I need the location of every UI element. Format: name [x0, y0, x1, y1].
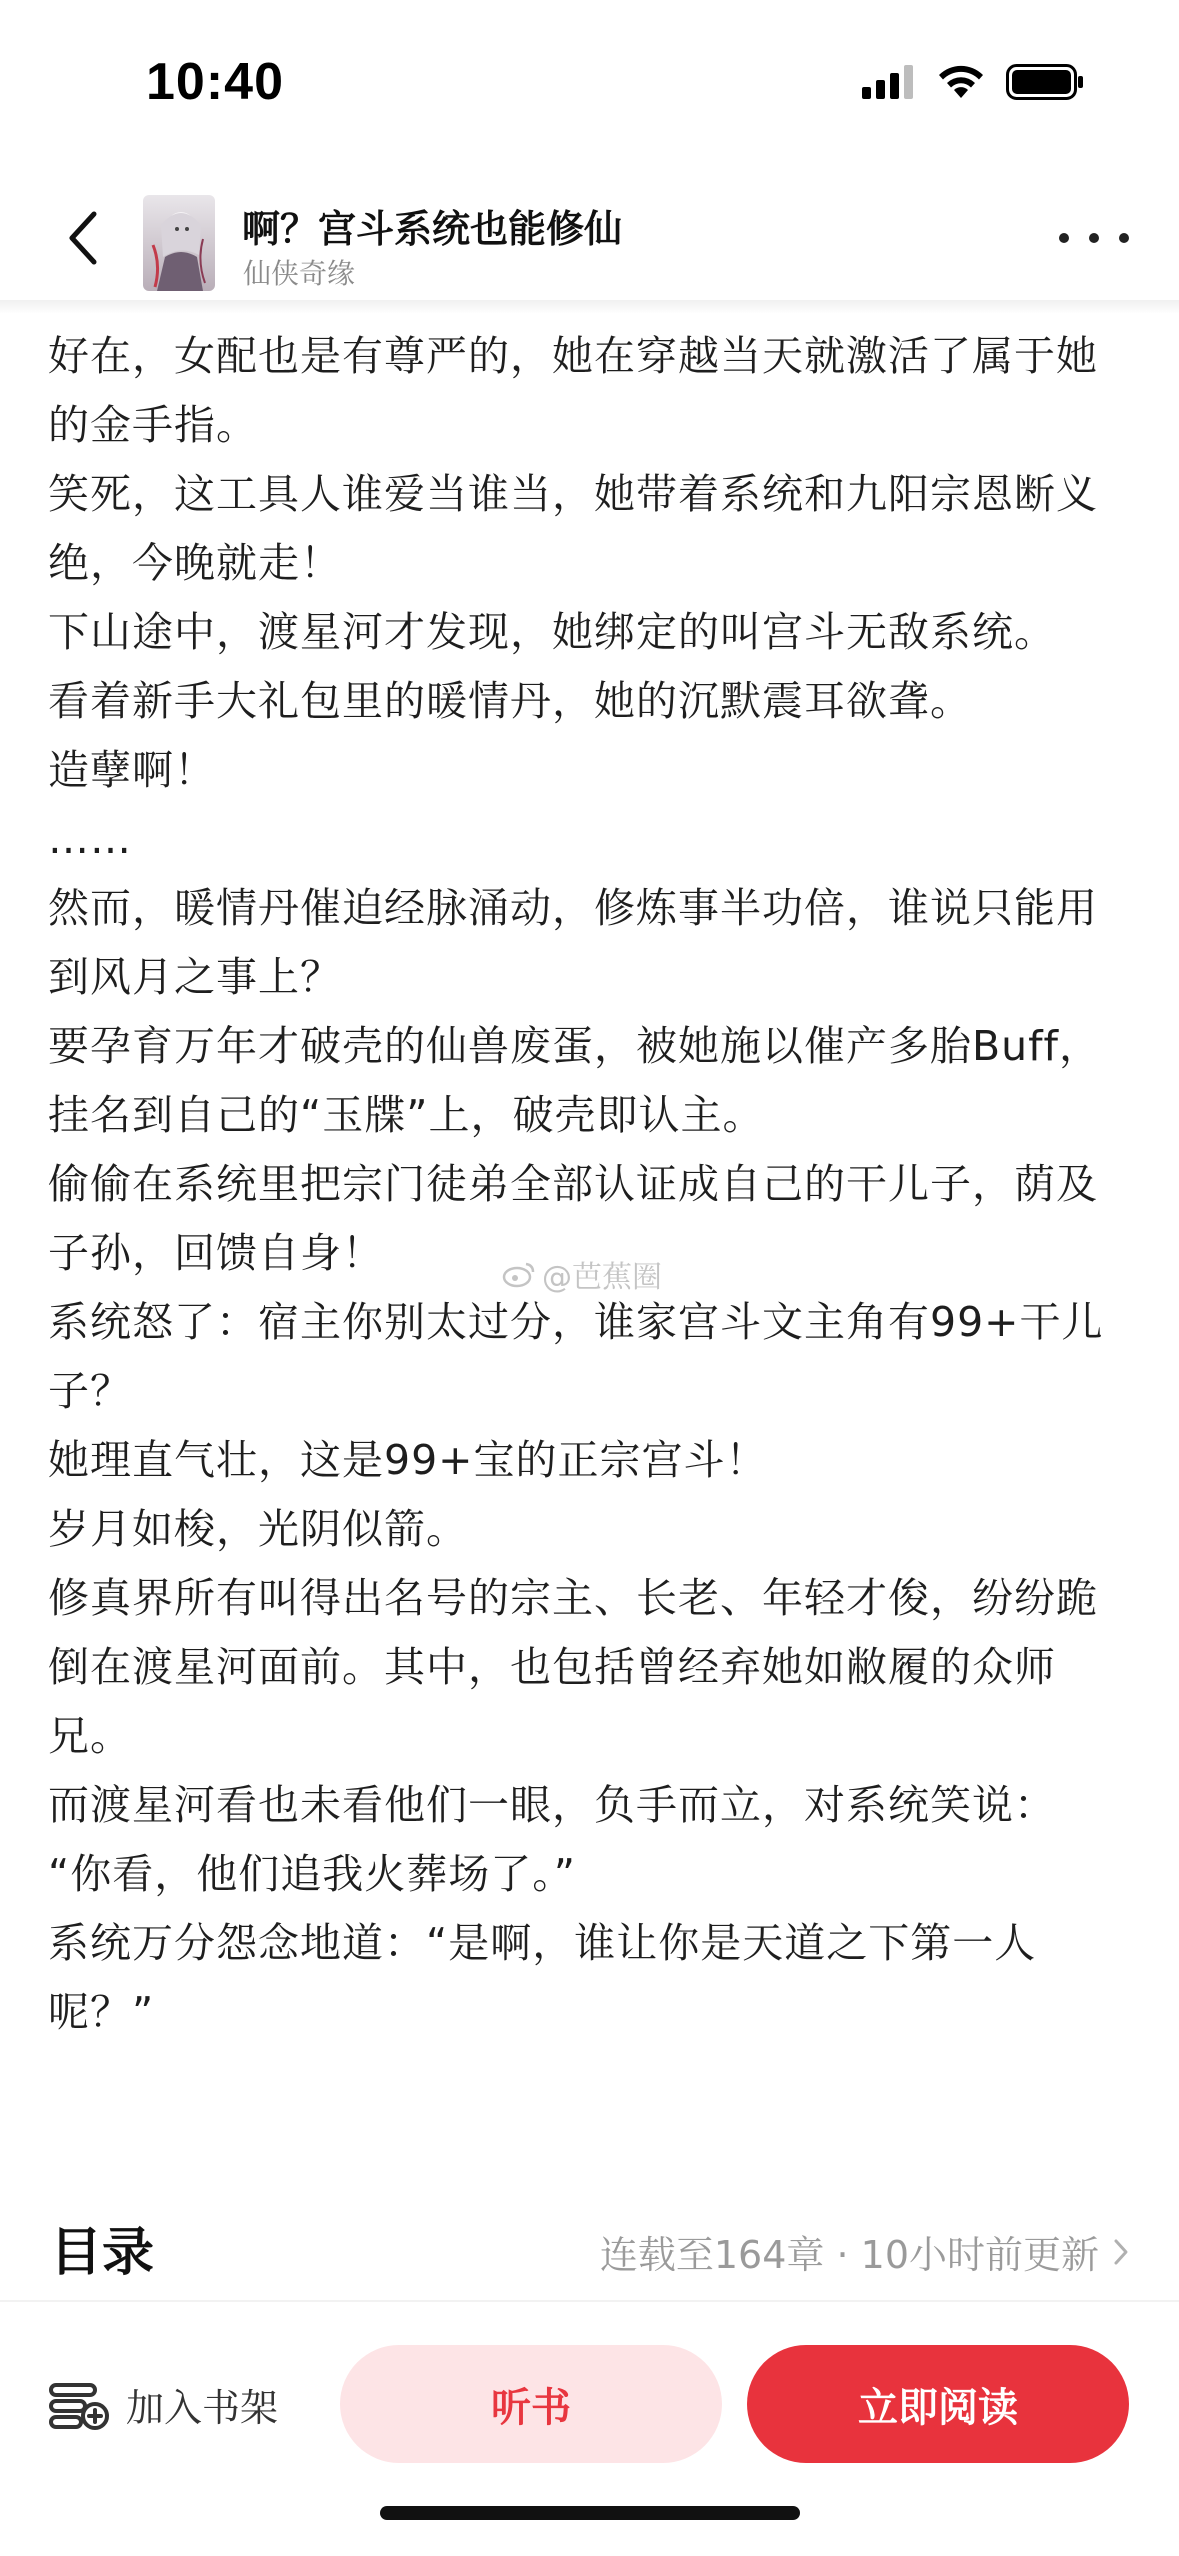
synopsis-paragraph: 要孕育万年才破壳的仙兽废蛋，被她施以催产多胎Buff，挂名到自己的“玉牒”上，破壳即认主。 — [48, 1022, 1101, 1139]
synopsis-paragraph: 好在，女配也是有尊严的，她在穿越当天就激活了属于她的金手指。 — [48, 332, 1098, 449]
status-bar — [0, 0, 1179, 160]
synopsis-paragraph: 而渡星河看也未看他们一眼，负手而立，对系统笑说： — [48, 1781, 1056, 1829]
synopsis-paragraph: “你看，他们追我火葬场了。” — [48, 1850, 576, 1898]
section-divider — [0, 2300, 1179, 2302]
bookshelf-add-icon — [48, 2379, 110, 2431]
toc-status-text: 连载至164章 · 10小时前更新 — [599, 2233, 1099, 2277]
book-genre[interactable]: 仙侠奇缘 — [243, 257, 356, 290]
listen-button[interactable]: 听书 — [340, 2345, 722, 2463]
table-of-contents-row[interactable] — [0, 2200, 1179, 2290]
bottom-action-bar — [0, 2325, 1179, 2485]
chevron-left-icon — [64, 210, 104, 266]
header-divider — [0, 300, 1179, 314]
watermark — [502, 1252, 662, 1296]
book-cover-thumbnail[interactable] — [143, 195, 215, 291]
synopsis-paragraph: 看着新手大礼包里的暖情丹，她的沉默震耳欲聋。 — [48, 677, 972, 725]
home-indicator[interactable] — [380, 2506, 800, 2520]
synopsis-paragraph: 笑死，这工具人谁爱当谁当，她带着系统和九阳宗恩断义绝，今晚就走！ — [48, 470, 1098, 587]
toc-update-status[interactable] — [600, 2224, 1129, 2279]
watermark-text: @芭蕉圈 — [542, 1260, 662, 1295]
read-now-button[interactable]: 立即阅读 — [747, 2345, 1129, 2463]
synopsis-paragraph: 造孽啊！ — [48, 746, 216, 794]
synopsis-paragraph: 系统怒了：宿主你别太过分，谁家宫斗文主角有99+干儿子？ — [48, 1298, 1104, 1415]
synopsis-paragraph: 系统万分怨念地道：“是啊，谁让你是天道之下第一人呢？” — [48, 1919, 1037, 2036]
add-to-bookshelf-button[interactable] — [48, 2377, 278, 2432]
synopsis-paragraph: 下山途中，渡星河才发现，她绑定的叫宫斗无敌系统。 — [48, 608, 1056, 656]
toc-title: 目录 — [50, 2223, 155, 2283]
book-header — [0, 168, 1179, 308]
synopsis-paragraph: 偷偷在系统里把宗门徒弟全部认证成自己的干儿子，荫及子孙，回馈自身！ — [48, 1160, 1098, 1277]
synopsis-paragraph: 岁月如梭，光阴似箭。 — [48, 1505, 468, 1553]
synopsis-paragraph: 修真界所有叫得出名号的宗主、长老、年轻才俊，纷纷跪倒在渡星河面前。其中，也包括曾经弃她如敝履的众师兄。 — [48, 1574, 1098, 1760]
weibo-logo-icon — [502, 1260, 536, 1288]
book-title: 啊？宫斗系统也能修仙 — [242, 207, 623, 251]
status-time: 10:40 — [146, 53, 284, 111]
wifi-icon — [936, 64, 986, 100]
synopsis-paragraph: 她理直气壮，这是99+宝的正宗宫斗！ — [48, 1436, 768, 1484]
more-options-button[interactable] — [1059, 216, 1129, 260]
cellular-signal-icon — [862, 65, 916, 99]
chevron-right-icon — [1113, 2238, 1129, 2266]
battery-icon — [1006, 64, 1084, 100]
back-button[interactable] — [52, 206, 116, 270]
book-synopsis — [48, 322, 1138, 2047]
synopsis-paragraph: 然而，暖情丹催迫经脉涌动，修炼事半功倍，谁说只能用到风月之事上？ — [48, 884, 1098, 1001]
synopsis-paragraph: …… — [48, 815, 132, 863]
more-dots-icon — [1059, 233, 1069, 243]
status-icons — [862, 64, 1084, 100]
add-to-bookshelf-label: 加入书架 — [126, 2386, 279, 2430]
